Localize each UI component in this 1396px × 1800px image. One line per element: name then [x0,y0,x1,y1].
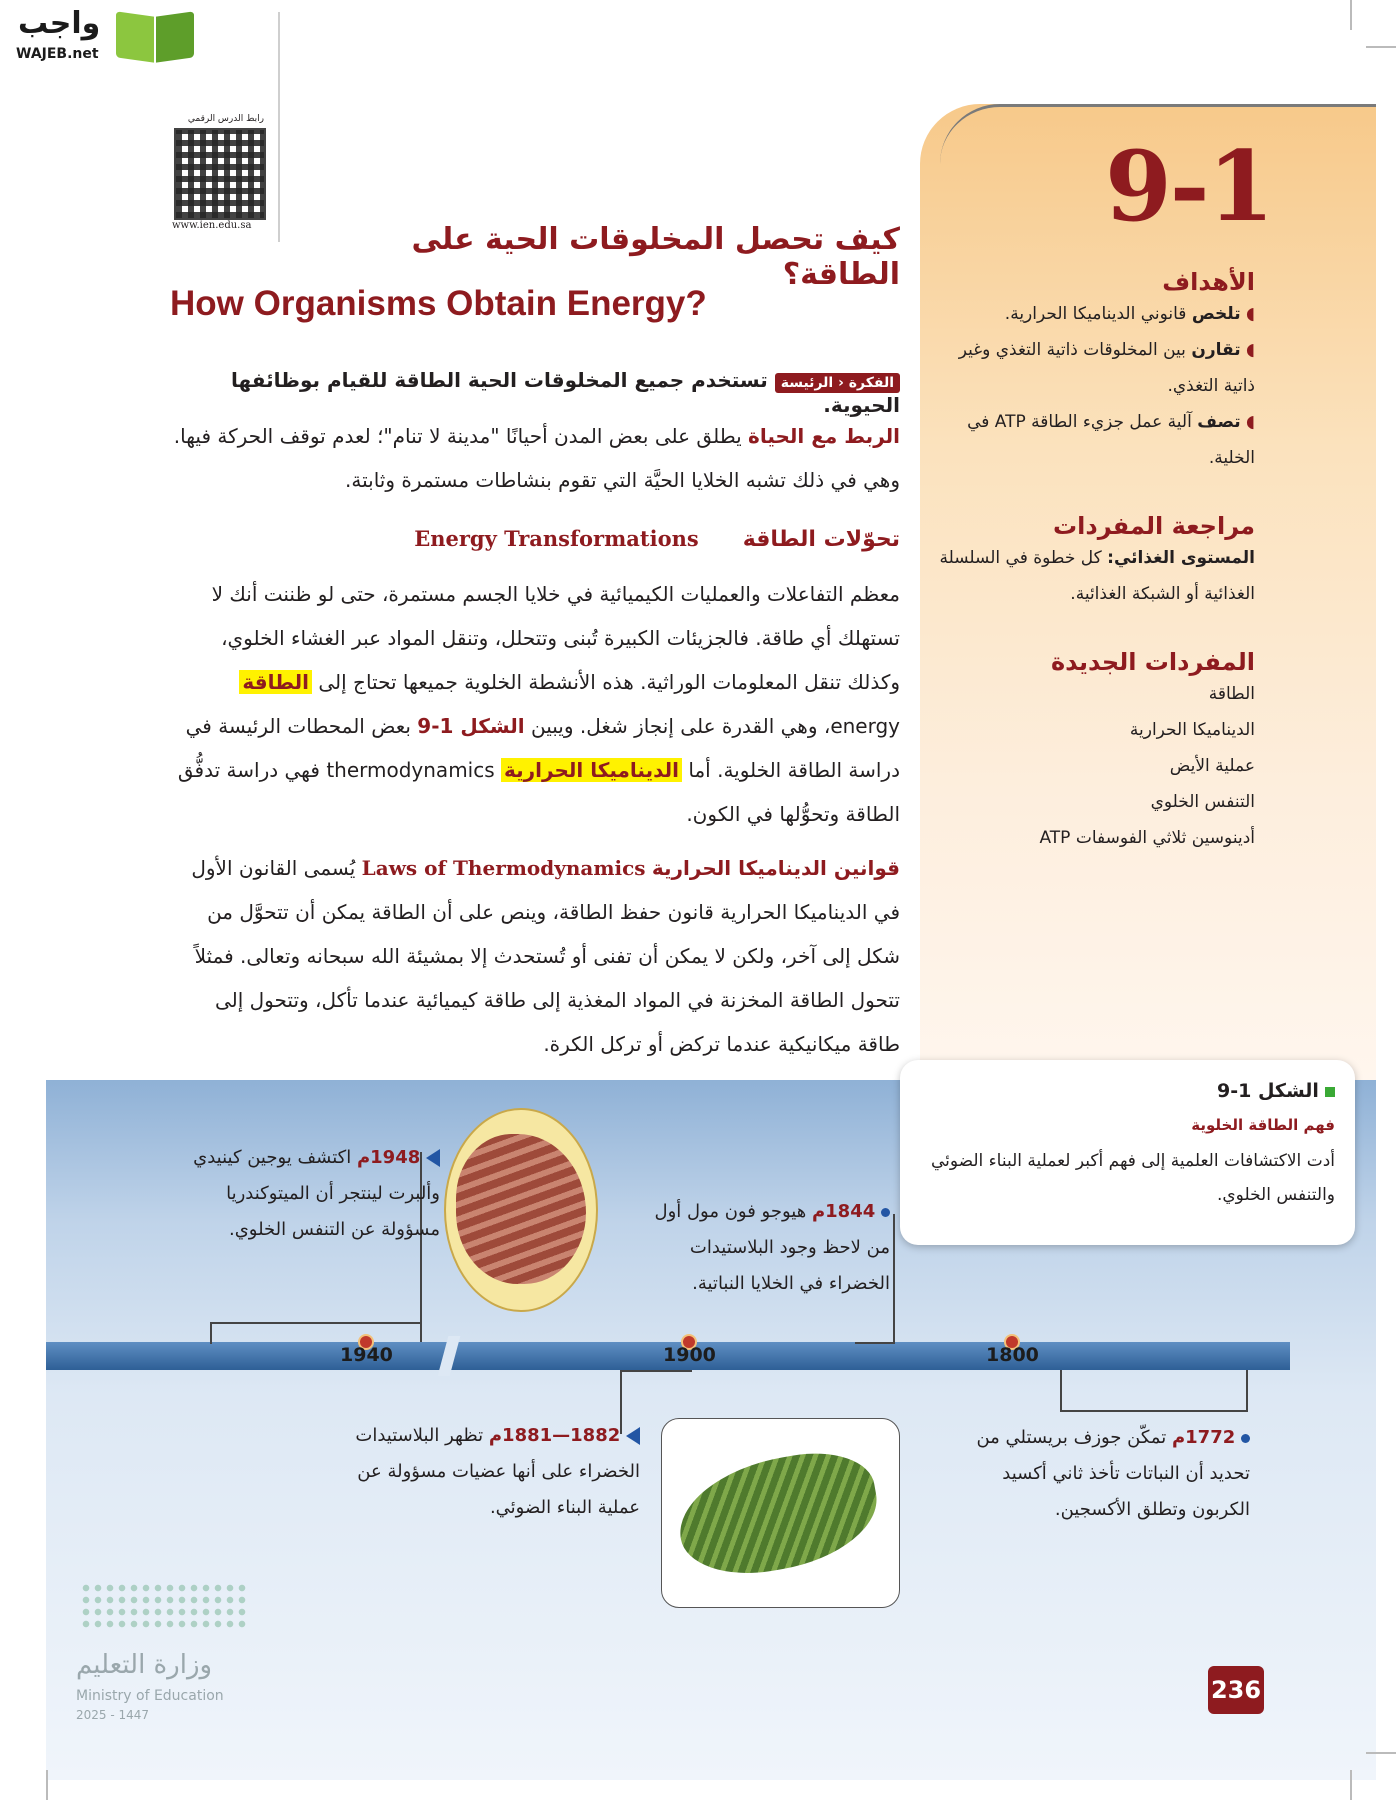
vocab-review-section [935,512,1255,612]
dot-icon [1241,1434,1250,1443]
crop-mark [46,1770,48,1800]
main-idea-text: تستخدم جميع المخلوقات الحية الطاقة للقيام بوظائفها الحيوية. [231,368,900,417]
connector-line [1060,1370,1248,1412]
page-title-en: How Organisms Obtain Energy? [170,284,707,323]
connector-line [210,1322,422,1344]
figure-caption-box [900,1060,1355,1245]
year-label: 1900 [663,1344,716,1366]
year-label: 1940 [340,1344,393,1366]
crop-mark [1366,46,1396,48]
section1-heading: تحوّلات الطاقة Energy Transformations [414,526,900,552]
main-idea [170,368,900,417]
vocab-term: المستوى الغذائي: [1107,548,1255,568]
vocab-item: الديناميكا الحرارية [1129,720,1255,740]
ministry-logo [76,1580,266,1730]
year-label: 1800 [986,1344,1039,1366]
arrow-icon [426,1149,440,1167]
wajeb-logo [8,6,188,68]
new-vocab-section [935,648,1255,856]
goals-heading: الأهداف [1162,268,1255,296]
dots-icon [80,1582,250,1632]
real-world-text: يطلق على بعض المدن أحيانًا "مدينة لا تنام"؛ لعدم توقف الحركة فيها. وهي في ذلك تشبه الخلايا الحيَّة التي تقوم بنشاطات مستمرة وثابتة. [173,424,900,492]
figure-ref[interactable]: الشكل 1-9 [417,714,525,738]
logo-ar: واجب [18,6,101,41]
qr-code[interactable] [174,128,266,220]
real-world-link [170,414,900,502]
term-thermodynamics: الديناميكا الحرارية [501,758,682,782]
goal-item: ◖ تصف آلية عمل جزيء الطاقة ATP في الخلية. [967,412,1255,468]
new-vocab-heading: المفردات الجديدة [1051,648,1255,676]
crop-mark [1366,1752,1396,1754]
vocab-def: كل خطوة في السلسلة الغذائية أو الشبكة الغذائية. [939,548,1255,604]
event-1844: 1844م هيوجو فون مول أول من لاحظ وجود البلاستيدات الخضراء في الخلايا النباتية. [654,1201,890,1294]
section2-heading-en: Laws of Thermodynamics [361,856,646,880]
arrow-icon [626,1427,640,1445]
ministry-year: 2025 - 1447 [76,1708,150,1722]
ministry-en: Ministry of Education [76,1688,224,1704]
figure-label: الشكل 1-9 [1216,1080,1319,1102]
mitochondrion-image [444,1108,598,1312]
chloroplast-image [661,1418,900,1608]
dot-icon [881,1208,890,1217]
lesson-number: 9-1 [1105,130,1273,243]
main-idea-tag: الفكرة ‹ الرئيسة [775,373,900,393]
section2-heading-ar: قوانين الديناميكا الحرارية [651,856,900,880]
qr-block [172,12,280,242]
goal-item: ◖ تقارن بين المخلوقات ذاتية التغذي وغير ذاتية التغذي. [958,340,1255,396]
vocab-item: عملية الأيض [1169,756,1255,776]
figure-caption: أدت الاكتشافات العلمية إلى فهم أكبر لعملية البناء الضوئي والتنفس الخلوي. [930,1151,1335,1205]
goals-section [935,268,1255,476]
qr-url[interactable]: www.ien.edu.sa [172,220,252,231]
vocab-item: الطاقة [1208,684,1255,704]
event-1948: 1948م اكتشف يوجين كينيدي وألبرت لينتجر أن الميتوكندريا مسؤولة عن التنفس الخلوي. [193,1147,440,1240]
real-world-label: الربط مع الحياة [748,424,900,448]
crop-mark [1350,1770,1352,1800]
section2-paragraph: قوانين الديناميكا الحرارية Laws of Thermodynamics يُسمى القانون الأول في الديناميكا الحرارية قانون حفظ الطاقة، وينص على أن الطاقة يمكن أن تتحوَّل من شكل إلى آخر، ولكن لا يمكن أن تفنى أو تُستحدث إلا بمشيئة الله سبحانه وتعالى. فمثلاً تتحول الطاقة المخزنة في المواد المغذية إلى طاقة كيميائية عندما تأكل، وتتحول إلى طاقة ميكانيكية عندما تركض أو تركل الكرة. [191,856,900,1056]
term-energy: الطاقة [239,670,312,694]
vocab-item: التنفس الخلوي [1150,792,1255,812]
logo-en: WAJEB.net [16,46,99,62]
ministry-ar: وزارة التعليم [76,1650,213,1680]
vocab-review-heading: مراجعة المفردات [1053,512,1255,540]
vocab-item: أدينوسين ثلاثي الفوسفات ATP [1039,828,1255,848]
crop-mark [1350,0,1352,30]
goal-item: ◖ تلخص قانوني الديناميكا الحرارية. [1004,304,1255,324]
page-title-ar: كيف تحصل المخلوقات الحية على الطاقة؟ [411,222,900,292]
figure-subtitle: فهم الطاقة الخلوية [1191,1116,1335,1134]
qr-label: رابط الدرس الرقمي [187,114,264,124]
event-1772: 1772م تمكّن جوزف بريستلي من تحديد أن النباتات تأخذ ثاني أكسيد الكربون وتطلق الأكسجين. [976,1427,1250,1520]
event-1882: 1882—1881م تظهر البلاستيدات الخضراء على أنها عضيات مسؤولة عن عملية البناء الضوئي. [355,1425,640,1518]
page-number: 236 [1208,1666,1264,1714]
section1-paragraph: معظم التفاعلات والعمليات الكيميائية في خلايا الجسم مستمرة، حتى لو ظننت أنك لا تستهلك أي طاقة. فالجزيئات الكبيرة تُبنى وتتحلل، وتنقل المواد عبر الغشاء الخلوي، وكذلك تنقل المعلومات الوراثية. هذه الأنشطة الخلوية جميعها تحتاج إلى الطاقة energy، وهي القدرة على إنجاز شغل. ويبين الشكل 1-9 بعض المحطات الرئيسة في دراسة الطاقة الخلوية. أما الديناميكا الحرارية thermodynamics فهي دراسة تدفُّق الطاقة وتحوُّلها في الكون. [177,582,900,826]
